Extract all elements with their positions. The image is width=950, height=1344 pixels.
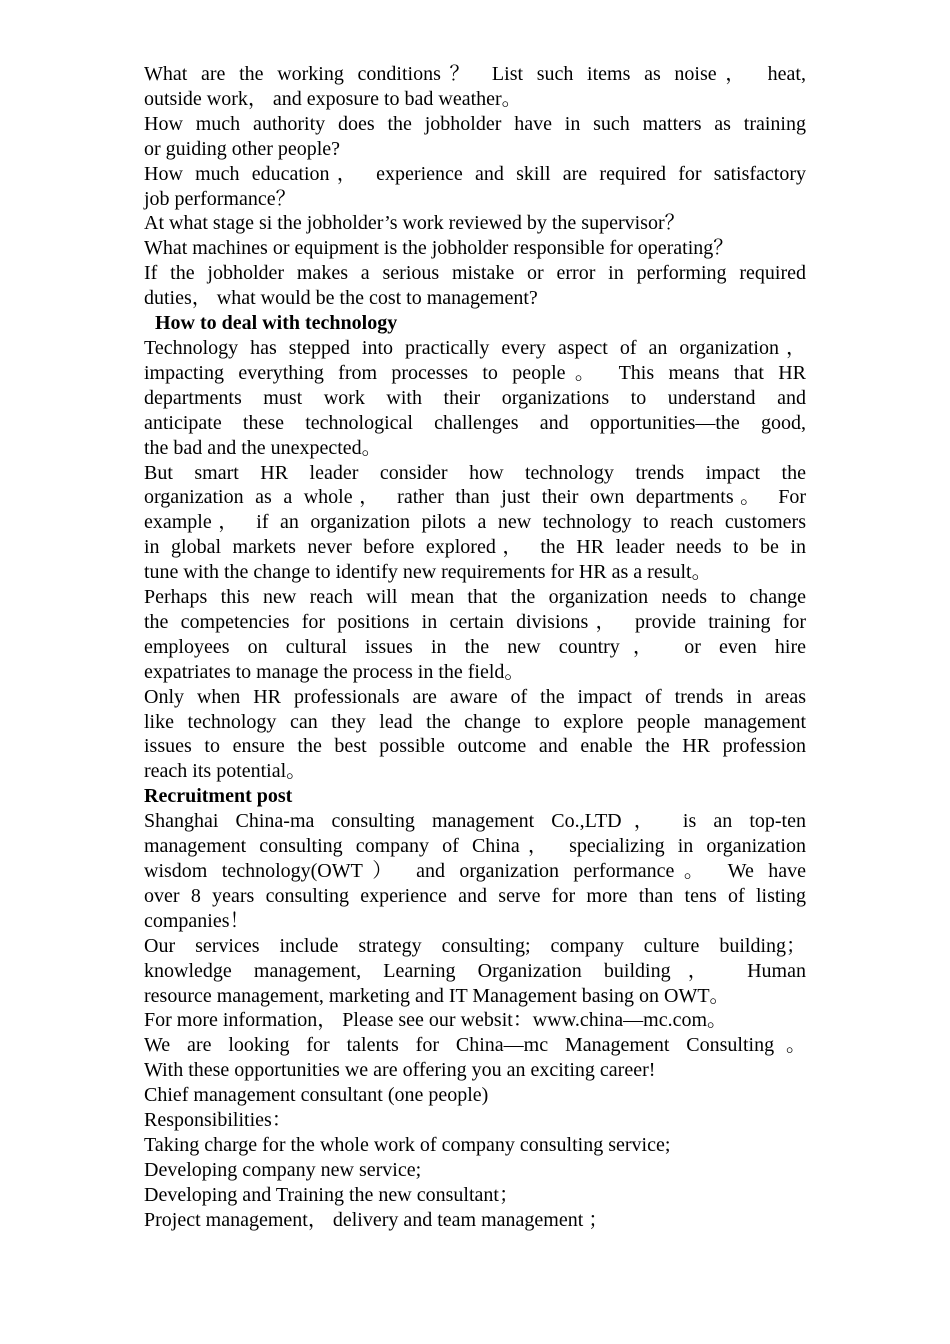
text-line: Technology has stepped into practically every aspect of an organization， — [144, 336, 806, 359]
paragraph — [144, 1158, 806, 1183]
text-line: At what stage si the jobholder’s work reviewed by the supervisor？ — [144, 212, 685, 235]
text-line: companies！ — [144, 909, 250, 932]
text-line: What are the working conditions？ List such items as noise， heat, — [144, 63, 806, 85]
text-line: management consulting company of China， specializing in organization — [144, 835, 806, 858]
text-line: expatriates to manage the process in the field。 — [144, 660, 525, 683]
paragraph — [144, 1083, 806, 1108]
paragraph — [144, 261, 806, 311]
text-line: With these opportunities we are offering you an exciting career! — [144, 1059, 656, 1082]
text-line: departments must work with their organizations to understand and — [144, 386, 806, 409]
paragraph — [144, 1208, 806, 1233]
paragraph — [144, 461, 806, 586]
text-line: over 8 years consulting experience and serve for more than tens of listing — [144, 884, 806, 907]
paragraph — [144, 685, 806, 785]
text-line: the bad and the unexpected。 — [144, 436, 382, 459]
text-line: Shanghai China-ma consulting management Co.,LTD， is an top-ten — [144, 810, 806, 833]
text-line: outside work， and exposure to bad weather。 — [144, 87, 522, 110]
text-line: example， if an organization pilots a new technology to reach customers — [144, 511, 806, 534]
text-line: If the jobholder makes a serious mistake or error in performing required — [144, 262, 806, 285]
paragraph — [144, 162, 806, 212]
text-line: the competencies for positions in certain divisions， provide training for — [144, 610, 806, 633]
paragraph — [144, 62, 806, 112]
text-line: anticipate these technological challenges and opportunities—the good, — [144, 411, 806, 434]
text-line: We are looking for talents for China—mc Management Consulting。 — [144, 1034, 806, 1057]
text-line: reach its potential。 — [144, 760, 307, 783]
text-line: like technology can they lead the change to explore people management — [144, 710, 806, 733]
text-line: Responsibilities： — [144, 1109, 292, 1132]
paragraph — [144, 585, 806, 685]
paragraph — [144, 1108, 806, 1133]
paragraph — [144, 1008, 806, 1033]
text-line: What machines or equipment is the jobholder responsible for operating？ — [144, 237, 734, 260]
paragraph — [144, 211, 806, 236]
paragraph — [144, 1033, 806, 1083]
paragraph — [144, 809, 806, 934]
text-line: tune with the change to identify new requirements for HR as a result。 — [144, 561, 712, 584]
section-heading — [144, 311, 806, 336]
text-line: issues to ensure the best possible outcome and enable the HR profession — [144, 735, 806, 758]
text-line: Perhaps this new reach will mean that the organization needs to change — [144, 586, 806, 609]
text-line: Recruitment post — [144, 785, 293, 808]
text-line: Chief management consultant (one people) — [144, 1084, 489, 1107]
text-line: Taking charge for the whole work of company consulting service; — [144, 1133, 671, 1156]
text-line: wisdom technology(OWT） and organization performance。 We have — [144, 860, 806, 882]
text-line: organization as a whole， rather than just their own departments。 For — [144, 486, 806, 509]
text-line: How to deal with technology — [155, 312, 398, 335]
paragraph — [144, 236, 806, 261]
text-line: How much authority does the jobholder have in such matters as training — [144, 112, 806, 135]
text-line: employees on cultural issues in the new country， or even hire — [144, 635, 806, 658]
section-heading — [144, 784, 806, 809]
text-line: duties， what would be the cost to management? — [144, 287, 538, 310]
paragraph — [144, 336, 806, 461]
text-line: Our services include strategy consulting; company culture building； — [144, 934, 806, 957]
paragraph — [144, 1183, 806, 1208]
text-line: But smart HR leader consider how technology trends impact the — [144, 461, 806, 484]
text-line: or guiding other people? — [144, 137, 341, 160]
text-line: How much education， experience and skill are required for satisfactory — [144, 162, 806, 185]
text-line: impacting everything from processes to people。 This means that HR — [144, 361, 806, 384]
text-line: Only when HR professionals are aware of the impact of trends in areas — [144, 685, 806, 708]
text-line: Developing and Training the new consultant； — [144, 1183, 519, 1206]
document-page — [144, 62, 806, 1233]
text-line: knowledge management, Learning Organization building， Human — [144, 959, 806, 982]
text-line: in global markets never before explored， the HR leader needs to be in — [144, 536, 806, 559]
text-line: resource management, marketing and IT Management basing on OWT。 — [144, 984, 730, 1007]
paragraph — [144, 934, 806, 1009]
text-line: For more information， Please see our websit：www.china—mc.com。 — [144, 1009, 728, 1032]
paragraph — [144, 1133, 806, 1158]
text-line: Project management， delivery and team management ； — [144, 1208, 609, 1231]
paragraph — [144, 112, 806, 162]
text-line: Developing company new service; — [144, 1158, 422, 1181]
text-line: job performance？ — [144, 187, 296, 210]
